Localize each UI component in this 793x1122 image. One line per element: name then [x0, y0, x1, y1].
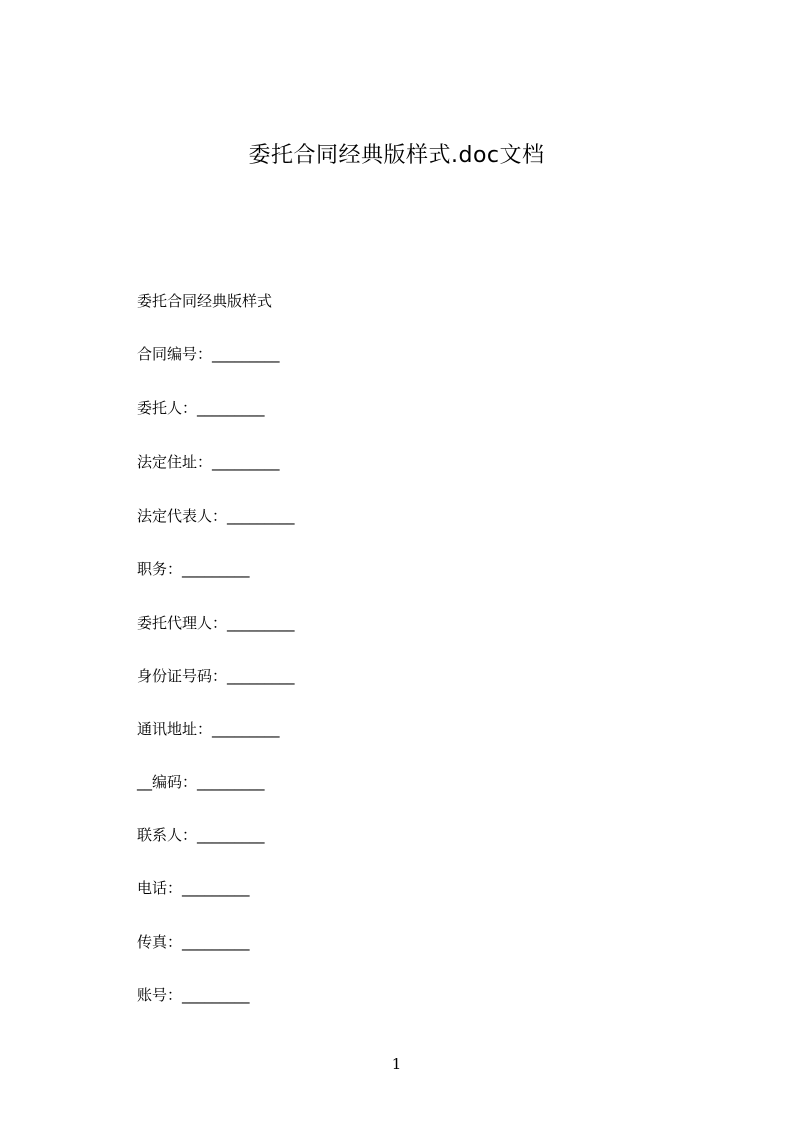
field-contact-person: 联系人：_________ — [137, 826, 265, 844]
field-phone: 电话：_________ — [137, 879, 250, 897]
field-mailing-address: 通讯地址：_________ — [137, 720, 280, 738]
field-legal-representative: 法定代表人：_________ — [137, 507, 295, 525]
field-account: 账号：_________ — [137, 986, 250, 1004]
field-agent: 委托代理人：_________ — [137, 614, 295, 632]
field-contract-number: 合同编号：_________ — [137, 345, 280, 363]
field-id-number: 身份证号码：_________ — [137, 667, 295, 685]
field-client: 委托人：_________ — [137, 399, 265, 417]
contract-heading: 委托合同经典版样式 — [137, 292, 273, 310]
document-title: 委托合同经典版样式.doc文档 — [248, 143, 545, 168]
field-position: 职务：_________ — [137, 560, 250, 578]
field-legal-address: 法定住址：_________ — [137, 453, 280, 471]
page-number: 1 — [391, 1055, 402, 1073]
field-fax: 传真：_________ — [137, 933, 250, 951]
field-postal-code: __编码：_________ — [137, 773, 265, 791]
